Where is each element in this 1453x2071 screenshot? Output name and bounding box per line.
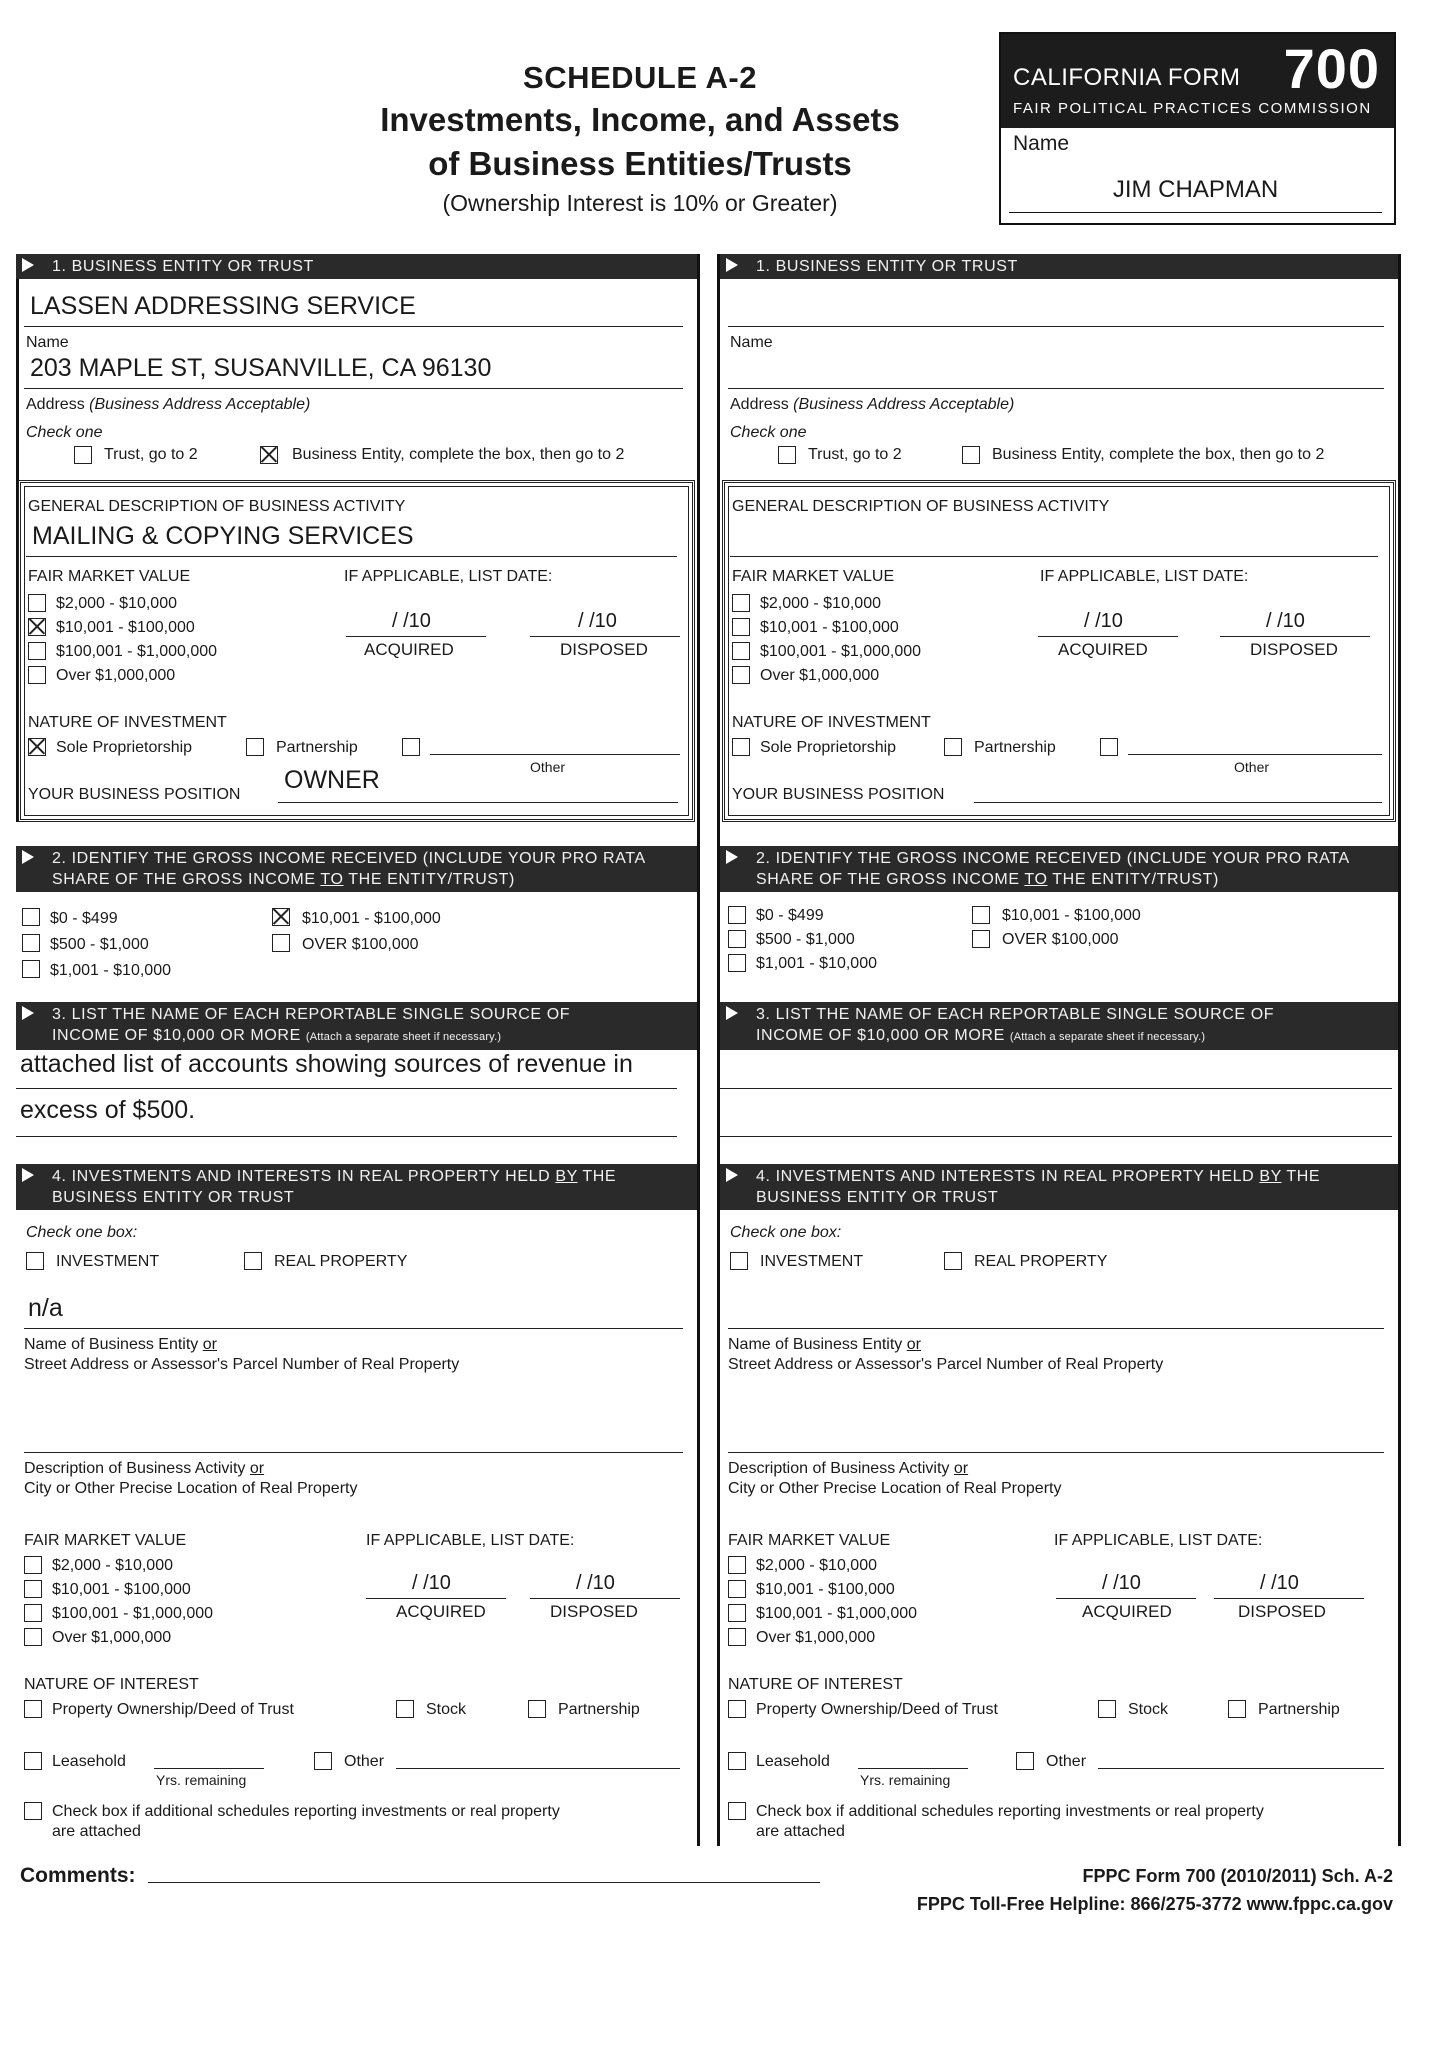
partnership-checkbox[interactable]	[246, 738, 264, 756]
form-identifier: FPPC Form 700 (2010/2011) Sch. A-2	[1082, 1866, 1393, 1886]
other-investment-label: Other	[530, 759, 566, 775]
stock-label: Stock	[426, 1701, 467, 1718]
entity-name-label: Name	[26, 334, 69, 351]
fmv-option-3-label: $100,001 - $1,000,000	[760, 643, 922, 660]
name-of-entity-label-2: Street Address or Assessor's Parcel Number of Real Property	[728, 1356, 1164, 1373]
disposed-label-4: DISPOSED	[550, 1602, 638, 1621]
income-option-2-checkbox[interactable]	[22, 934, 40, 952]
other-interest-checkbox[interactable]	[314, 1752, 332, 1770]
list-date-label-4: IF APPLICABLE, LIST DATE:	[1054, 1532, 1263, 1549]
section-1-title: 1. BUSINESS ENTITY OR TRUST	[52, 258, 314, 275]
business-entity-checkbox[interactable]	[962, 446, 980, 464]
section-2-title-line1: 2. IDENTIFY THE GROSS INCOME RECEIVED (INCLUDE YOUR PRO RATA	[756, 850, 1350, 867]
section-3-title-line2: INCOME OF $10,000 OR MORE	[52, 1027, 301, 1044]
property-ownership-checkbox[interactable]	[728, 1700, 746, 1718]
fmv-option-1-label: $2,000 - $10,000	[56, 595, 177, 612]
income-option-4-checkbox[interactable]	[272, 908, 290, 926]
check-one-label: Check one	[730, 424, 807, 441]
fmv-option-4-label: Over $1,000,000	[760, 667, 880, 684]
section-4-header	[16, 1164, 697, 1210]
sole-proprietorship-label: Sole Proprietorship	[56, 739, 193, 756]
entity-name-line	[24, 326, 683, 327]
income-source-line-2[interactable]: excess of $500.	[20, 1096, 196, 1124]
fmv-label-4: FAIR MARKET VALUE	[728, 1532, 891, 1549]
income-option-2-label: $500 - $1,000	[756, 931, 855, 948]
entity-address-label: Address (Business Address Acceptable)	[26, 396, 311, 413]
leasehold-label: Leasehold	[52, 1753, 126, 1770]
income-source-line-2-rule	[16, 1136, 677, 1137]
description-activity-line	[728, 1452, 1384, 1453]
fmv-label: FAIR MARKET VALUE	[28, 568, 191, 585]
disposed-date-line-4	[530, 1598, 680, 1599]
property-ownership-label: Property Ownership/Deed of Trust	[52, 1701, 294, 1718]
arrow-right-icon	[726, 1006, 738, 1020]
section-4-header	[720, 1164, 1398, 1210]
fmv-option-1-checkbox[interactable]	[28, 594, 46, 612]
section-4-title-line1: 4. INVESTMENTS AND INTERESTS IN REAL PROPERTY HELD BY THE	[756, 1168, 1321, 1185]
entity-address-line	[728, 388, 1384, 389]
other-investment-label: Other	[1234, 759, 1270, 775]
business-position-label: YOUR BUSINESS POSITION	[28, 786, 241, 803]
income-option-5-label: OVER $100,000	[302, 936, 419, 953]
real-property-name-line	[728, 1328, 1384, 1329]
fmv-option-1-checkbox[interactable]	[732, 594, 750, 612]
section-1-header	[720, 254, 1398, 279]
check-one-box-label: Check one box:	[730, 1224, 842, 1241]
section-3-header	[16, 1002, 697, 1050]
other-interest-line	[1098, 1768, 1384, 1769]
additional-schedules-label-2: are attached	[756, 1823, 845, 1840]
description-activity-line	[24, 1452, 683, 1453]
disposed-date-line	[1220, 636, 1370, 637]
nature-of-investment-label: NATURE OF INVESTMENT	[732, 714, 931, 731]
disposed-date-line	[530, 636, 680, 637]
income-option-1-checkbox[interactable]	[22, 908, 40, 926]
nature-of-interest-label: NATURE OF INTEREST	[728, 1676, 903, 1693]
description-activity-label-1: Description of Business Activity or	[24, 1460, 265, 1477]
form-id-bar	[1001, 34, 1394, 128]
real-property-label: REAL PROPERTY	[274, 1253, 408, 1270]
fmv-option-4-checkbox[interactable]	[732, 666, 750, 684]
fmv4-option-2-checkbox[interactable]	[728, 1580, 746, 1598]
income-option-2-checkbox[interactable]	[728, 930, 746, 948]
real-property-checkbox[interactable]	[944, 1252, 962, 1270]
yrs-remaining-line	[154, 1768, 264, 1769]
stock-checkbox[interactable]	[1098, 1700, 1116, 1718]
additional-schedules-label-1: Check box if additional schedules reporting investments or real property	[756, 1803, 1264, 1820]
business-position-line	[974, 802, 1382, 803]
property-ownership-checkbox[interactable]	[24, 1700, 42, 1718]
sole-proprietorship-checkbox[interactable]	[732, 738, 750, 756]
income-option-1-label: $0 - $499	[756, 907, 824, 924]
fmv-label: FAIR MARKET VALUE	[732, 568, 895, 585]
business-position-label: YOUR BUSINESS POSITION	[732, 786, 945, 803]
disposed-date-field[interactable]: / /10	[578, 610, 617, 632]
real-property-checkbox[interactable]	[244, 1252, 262, 1270]
income-source-line-2-rule	[720, 1136, 1392, 1137]
arrow-right-icon	[726, 1168, 738, 1182]
fmv-option-3-checkbox[interactable]	[732, 642, 750, 660]
fmv-label-4: FAIR MARKET VALUE	[24, 1532, 187, 1549]
general-description-line	[26, 556, 677, 557]
section-2-title-line1: 2. IDENTIFY THE GROSS INCOME RECEIVED (INCLUDE YOUR PRO RATA	[52, 850, 646, 867]
stock-label: Stock	[1128, 1701, 1169, 1718]
income-option-4-label: $10,001 - $100,000	[1002, 907, 1141, 924]
real-property-name-line	[24, 1328, 683, 1329]
disposed-date-field-4[interactable]: / /10	[576, 1572, 615, 1594]
leasehold-checkbox[interactable]	[728, 1752, 746, 1770]
fmv4-option-3-label: $100,001 - $1,000,000	[756, 1605, 918, 1622]
description-activity-label-2: City or Other Precise Location of Real Property	[728, 1480, 1062, 1497]
other-interest-label: Other	[1046, 1753, 1087, 1770]
partnership-interest-label: Partnership	[1258, 1701, 1340, 1718]
partnership-interest-label: Partnership	[558, 1701, 640, 1718]
partnership-interest-checkbox[interactable]	[1228, 1700, 1246, 1718]
fmv4-option-4-label: Over $1,000,000	[756, 1629, 876, 1646]
business-position-line	[278, 802, 678, 803]
business-position-value[interactable]: OWNER	[284, 766, 380, 794]
income-option-4-checkbox[interactable]	[972, 906, 990, 924]
acquired-date-field[interactable]: / /10	[1084, 610, 1123, 632]
section-4-title-line2: BUSINESS ENTITY OR TRUST	[52, 1189, 295, 1206]
fmv4-option-2-label: $10,001 - $100,000	[52, 1581, 191, 1598]
acquired-date-line-4	[1056, 1598, 1196, 1599]
section-1-header	[16, 254, 697, 279]
fmv4-option-3-checkbox[interactable]	[24, 1604, 42, 1622]
disposed-label: DISPOSED	[1250, 640, 1338, 659]
general-description-label: GENERAL DESCRIPTION OF BUSINESS ACTIVITY	[732, 498, 1110, 515]
yrs-remaining-label: Yrs. remaining	[860, 1772, 951, 1788]
additional-schedules-label-1: Check box if additional schedules reporting investments or real property	[52, 1803, 560, 1820]
acquired-date-line-4	[366, 1598, 506, 1599]
business-entity-option-label: Business Entity, complete the box, then go to 2	[292, 446, 625, 463]
entity-address-line	[24, 388, 683, 389]
schedule-subtitle: (Ownership Interest is 10% or Greater)	[442, 190, 838, 216]
name-of-entity-label-1: Name of Business Entity or	[24, 1336, 217, 1353]
partnership-interest-checkbox[interactable]	[528, 1700, 546, 1718]
fmv4-option-4-checkbox[interactable]	[24, 1628, 42, 1646]
fmv4-option-4-label: Over $1,000,000	[52, 1629, 172, 1646]
fmv-option-3-checkbox[interactable]	[28, 642, 46, 660]
filer-name-field[interactable]: JIM CHAPMAN	[1009, 176, 1382, 213]
investment-label: INVESTMENT	[760, 1253, 864, 1270]
income-option-3-checkbox[interactable]	[22, 960, 40, 978]
real-property-label: REAL PROPERTY	[974, 1253, 1108, 1270]
fmv-option-2-label: $10,001 - $100,000	[56, 619, 195, 636]
yrs-remaining-label: Yrs. remaining	[156, 1772, 247, 1788]
name-of-entity-label-1: Name of Business Entity or	[728, 1336, 921, 1353]
disposed-date-line-4	[1214, 1598, 1364, 1599]
entity-address-value[interactable]: 203 MAPLE ST, SUSANVILLE, CA 96130	[30, 354, 492, 382]
additional-schedules-checkbox[interactable]	[24, 1802, 42, 1820]
sole-proprietorship-checkbox[interactable]	[28, 738, 46, 756]
trust-checkbox[interactable]	[778, 446, 796, 464]
investment-label: INVESTMENT	[56, 1253, 160, 1270]
description-activity-label-1: Description of Business Activity or	[728, 1460, 969, 1477]
other-investment-line	[1128, 754, 1382, 755]
form-number: 700	[1283, 37, 1380, 100]
leasehold-checkbox[interactable]	[24, 1752, 42, 1770]
commission-label: FAIR POLITICAL PRACTICES COMMISSION	[1013, 100, 1372, 117]
left-entry-column	[16, 254, 700, 1846]
section-2-title-line2: SHARE OF THE GROSS INCOME TO THE ENTITY/TRUST)	[756, 871, 1219, 888]
acquired-label-4: ACQUIRED	[396, 1602, 486, 1621]
other-interest-checkbox[interactable]	[1016, 1752, 1034, 1770]
income-option-1-label: $0 - $499	[50, 910, 118, 927]
acquired-date-field[interactable]: / /10	[392, 610, 431, 632]
arrow-right-icon	[22, 1006, 34, 1020]
real-property-name-value[interactable]: n/a	[28, 1294, 63, 1322]
list-date-label: IF APPLICABLE, LIST DATE:	[1040, 568, 1249, 585]
other-investment-checkbox[interactable]	[402, 738, 420, 756]
additional-schedules-checkbox[interactable]	[728, 1802, 746, 1820]
acquired-date-line	[1038, 636, 1178, 637]
comments-field[interactable]	[148, 1882, 820, 1883]
filer-name-label: Name	[1013, 132, 1070, 155]
disposed-label: DISPOSED	[560, 640, 648, 659]
check-one-label: Check one	[26, 424, 103, 441]
business-entity-option-label: Business Entity, complete the box, then go to 2	[992, 446, 1325, 463]
section-2-header	[16, 846, 697, 892]
schedule-title: SCHEDULE A-2	[523, 60, 757, 95]
income-option-5-checkbox[interactable]	[272, 934, 290, 952]
acquired-date-field-4[interactable]: / /10	[1102, 1572, 1141, 1594]
fmv4-option-3-checkbox[interactable]	[728, 1604, 746, 1622]
fmv-option-2-label: $10,001 - $100,000	[760, 619, 899, 636]
disposed-label-4: DISPOSED	[1238, 1602, 1326, 1621]
general-description-value[interactable]: MAILING & COPYING SERVICES	[32, 522, 414, 550]
section-4-title-line2: BUSINESS ENTITY OR TRUST	[756, 1189, 999, 1206]
fmv4-option-4-checkbox[interactable]	[728, 1628, 746, 1646]
general-description-label: GENERAL DESCRIPTION OF BUSINESS ACTIVITY	[28, 498, 406, 515]
fmv4-option-1-checkbox[interactable]	[24, 1556, 42, 1574]
schedule-title-line1: Investments, Income, and Assets	[380, 101, 900, 138]
section-3-header	[720, 1002, 1398, 1050]
partnership-label: Partnership	[276, 739, 358, 756]
section-3-title-line1: 3. LIST THE NAME OF EACH REPORTABLE SINGLE SOURCE OF	[756, 1006, 1275, 1023]
list-date-label: IF APPLICABLE, LIST DATE:	[344, 568, 553, 585]
entity-address-label: Address (Business Address Acceptable)	[730, 396, 1015, 413]
trust-option-label: Trust, go to 2	[104, 446, 198, 463]
section-4-title-line1: 4. INVESTMENTS AND INTERESTS IN REAL PROPERTY HELD BY THE	[52, 1168, 617, 1185]
sole-proprietorship-label: Sole Proprietorship	[760, 739, 897, 756]
investment-checkbox[interactable]	[730, 1252, 748, 1270]
partnership-label: Partnership	[974, 739, 1056, 756]
disposed-date-field[interactable]: / /10	[1266, 610, 1305, 632]
fmv-option-2-checkbox[interactable]	[732, 618, 750, 636]
disposed-date-field-4[interactable]: / /10	[1260, 1572, 1299, 1594]
stock-checkbox[interactable]	[396, 1700, 414, 1718]
income-source-line-1-rule	[720, 1088, 1392, 1089]
other-investment-checkbox[interactable]	[1100, 738, 1118, 756]
arrow-right-icon	[726, 850, 738, 864]
additional-schedules-label-2: are attached	[52, 1823, 141, 1840]
section-3-title-line2: INCOME OF $10,000 OR MORE	[756, 1027, 1005, 1044]
property-ownership-label: Property Ownership/Deed of Trust	[756, 1701, 998, 1718]
section-2-header	[720, 846, 1398, 892]
fmv4-option-1-label: $2,000 - $10,000	[52, 1557, 173, 1574]
check-one-box-label: Check one box:	[26, 1224, 138, 1241]
fmv4-option-2-label: $10,001 - $100,000	[756, 1581, 895, 1598]
acquired-label: ACQUIRED	[1058, 640, 1148, 659]
entity-name-value[interactable]: LASSEN ADDRESSING SERVICE	[30, 292, 416, 320]
fmv4-option-1-checkbox[interactable]	[728, 1556, 746, 1574]
leasehold-label: Leasehold	[756, 1753, 830, 1770]
income-option-2-label: $500 - $1,000	[50, 936, 149, 953]
fmv4-option-1-label: $2,000 - $10,000	[756, 1557, 877, 1574]
income-option-3-label: $1,001 - $10,000	[50, 962, 171, 979]
income-source-line-1[interactable]: attached list of accounts showing sources of revenue in	[20, 1050, 633, 1078]
general-description-line	[730, 556, 1378, 557]
helpline-text: FPPC Toll-Free Helpline: 866/275-3772 www.fppc.ca.gov	[916, 1894, 1393, 1914]
arrow-right-icon	[22, 258, 34, 272]
section-3-note: (Attach a separate sheet if necessary.)	[305, 1031, 502, 1043]
income-option-4-label: $10,001 - $100,000	[302, 910, 441, 927]
schedule-title-block	[300, 58, 980, 218]
fmv4-option-2-checkbox[interactable]	[24, 1580, 42, 1598]
arrow-right-icon	[22, 1168, 34, 1182]
income-option-5-checkbox[interactable]	[972, 930, 990, 948]
trust-option-label: Trust, go to 2	[808, 446, 902, 463]
entity-name-label: Name	[730, 334, 773, 351]
right-entry-column	[717, 254, 1401, 1846]
section-2-title-line2: SHARE OF THE GROSS INCOME TO THE ENTITY/TRUST)	[52, 871, 515, 888]
acquired-date-field-4[interactable]: / /10	[412, 1572, 451, 1594]
income-option-3-label: $1,001 - $10,000	[756, 955, 877, 972]
acquired-date-line	[346, 636, 486, 637]
other-investment-line	[430, 754, 680, 755]
fmv4-option-3-label: $100,001 - $1,000,000	[52, 1605, 214, 1622]
other-interest-label: Other	[344, 1753, 385, 1770]
arrow-right-icon	[22, 850, 34, 864]
nature-of-interest-label: NATURE OF INTEREST	[24, 1676, 199, 1693]
fmv-option-1-label: $2,000 - $10,000	[760, 595, 881, 612]
section-3-note: (Attach a separate sheet if necessary.)	[1009, 1031, 1206, 1043]
fmv-option-2-checkbox[interactable]	[28, 618, 46, 636]
trust-checkbox[interactable]	[74, 446, 92, 464]
section-1-title: 1. BUSINESS ENTITY OR TRUST	[756, 258, 1018, 275]
acquired-label-4: ACQUIRED	[1082, 1602, 1172, 1621]
partnership-checkbox[interactable]	[944, 738, 962, 756]
list-date-label-4: IF APPLICABLE, LIST DATE:	[366, 1532, 575, 1549]
acquired-label: ACQUIRED	[364, 640, 454, 659]
fmv-option-4-checkbox[interactable]	[28, 666, 46, 684]
yrs-remaining-line	[858, 1768, 968, 1769]
nature-of-investment-label: NATURE OF INVESTMENT	[28, 714, 227, 731]
other-interest-line	[396, 1768, 680, 1769]
form-id-box	[999, 32, 1396, 225]
arrow-right-icon	[726, 258, 738, 272]
income-option-1-checkbox[interactable]	[728, 906, 746, 924]
comments-label: Comments:	[20, 1864, 136, 1887]
income-option-5-label: OVER $100,000	[1002, 931, 1119, 948]
business-entity-checkbox[interactable]	[260, 446, 278, 464]
schedule-title-line2: of Business Entities/Trusts	[428, 145, 852, 182]
description-activity-label-2: City or Other Precise Location of Real Property	[24, 1480, 358, 1497]
name-of-entity-label-2: Street Address or Assessor's Parcel Number of Real Property	[24, 1356, 460, 1373]
section-3-title-line1: 3. LIST THE NAME OF EACH REPORTABLE SINGLE SOURCE OF	[52, 1006, 571, 1023]
fmv-option-4-label: Over $1,000,000	[56, 667, 176, 684]
investment-checkbox[interactable]	[26, 1252, 44, 1270]
income-source-line-1-rule	[16, 1088, 677, 1089]
entity-name-line	[728, 326, 1384, 327]
form-label: CALIFORNIA FORM	[1013, 64, 1241, 91]
income-option-3-checkbox[interactable]	[728, 954, 746, 972]
fmv-option-3-label: $100,001 - $1,000,000	[56, 643, 218, 660]
